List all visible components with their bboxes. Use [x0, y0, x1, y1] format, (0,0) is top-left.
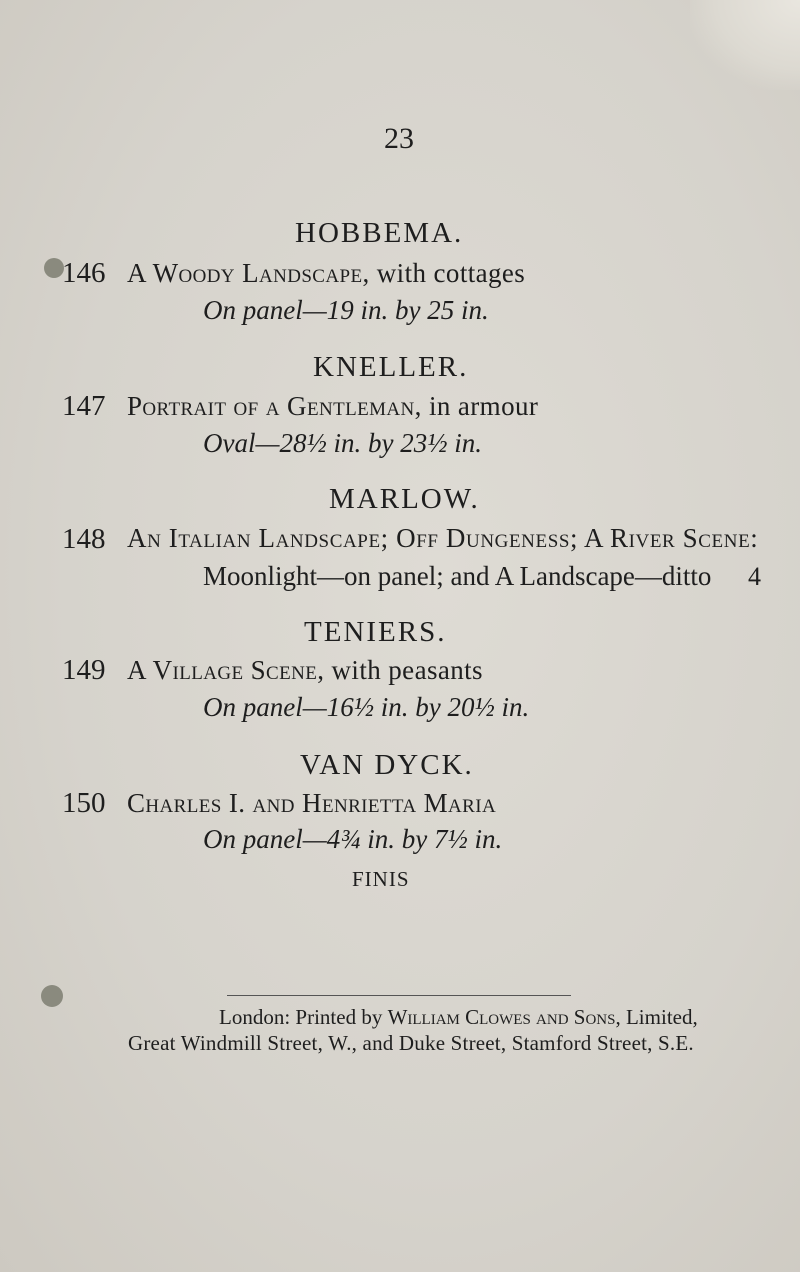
binding-hole — [41, 985, 63, 1007]
torn-corner — [690, 0, 800, 90]
imprint-printer: William Clowes and Sons — [387, 1005, 616, 1029]
artist-heading: VAN DYCK. — [300, 749, 474, 781]
artist-heading: TENIERS. — [304, 616, 447, 648]
lot-number: 147 — [62, 390, 106, 422]
artist-heading: HOBBEMA. — [295, 217, 464, 249]
title-rest: , with cottages — [362, 258, 526, 288]
title-lead: A — [127, 655, 153, 685]
title-caps: An Italian Landscape; Off Dungeness; A River Scene: — [127, 523, 759, 553]
lot-number: 150 — [62, 787, 106, 819]
title-lead: A — [127, 258, 153, 288]
lot-number: 148 — [62, 523, 106, 555]
lot-number: 146 — [62, 257, 106, 289]
title-caps: Village Scene — [152, 655, 318, 685]
page-number: 23 — [384, 122, 414, 155]
imprint-lead: London: Printed by — [219, 1005, 388, 1029]
lot-title — [127, 523, 758, 554]
lot-detail: On panel—16½ in. by 20½ in. — [203, 692, 530, 722]
lot-title — [127, 655, 483, 686]
lot-title — [127, 788, 496, 819]
binding-hole — [44, 258, 64, 278]
title-rest: , in armour — [414, 391, 539, 421]
title-caps: Portrait of a Gentleman — [127, 391, 415, 421]
title-caps: Woody Landscape — [152, 258, 363, 288]
lot-detail: On panel—19 in. by 25 in. — [203, 295, 489, 325]
printer-imprint-line2: Great Windmill Street, W., and Duke Street, Stamford Street, S.E. — [128, 1031, 694, 1055]
lot-title — [127, 258, 525, 289]
artist-heading: MARLOW. — [329, 483, 480, 515]
artist-heading: KNELLER. — [313, 351, 469, 383]
lot-quantity: 4 — [748, 562, 761, 591]
title-rest: , with peasants — [317, 655, 483, 685]
lot-detail: On panel—4¾ in. by 7½ in. — [203, 824, 503, 854]
printer-imprint-line1 — [219, 1005, 698, 1030]
divider-rule — [227, 995, 571, 996]
finis-mark: FINIS — [352, 867, 410, 891]
title-caps: Charles I. and Henrietta Maria — [127, 788, 497, 818]
lot-detail: Moonlight—on panel; and A Landscape—ditto — [203, 561, 712, 591]
lot-detail: Oval—28½ in. by 23½ in. — [203, 428, 482, 458]
imprint-tail: , Limited, — [615, 1005, 698, 1029]
lot-number: 149 — [62, 654, 106, 686]
lot-title — [127, 391, 538, 422]
